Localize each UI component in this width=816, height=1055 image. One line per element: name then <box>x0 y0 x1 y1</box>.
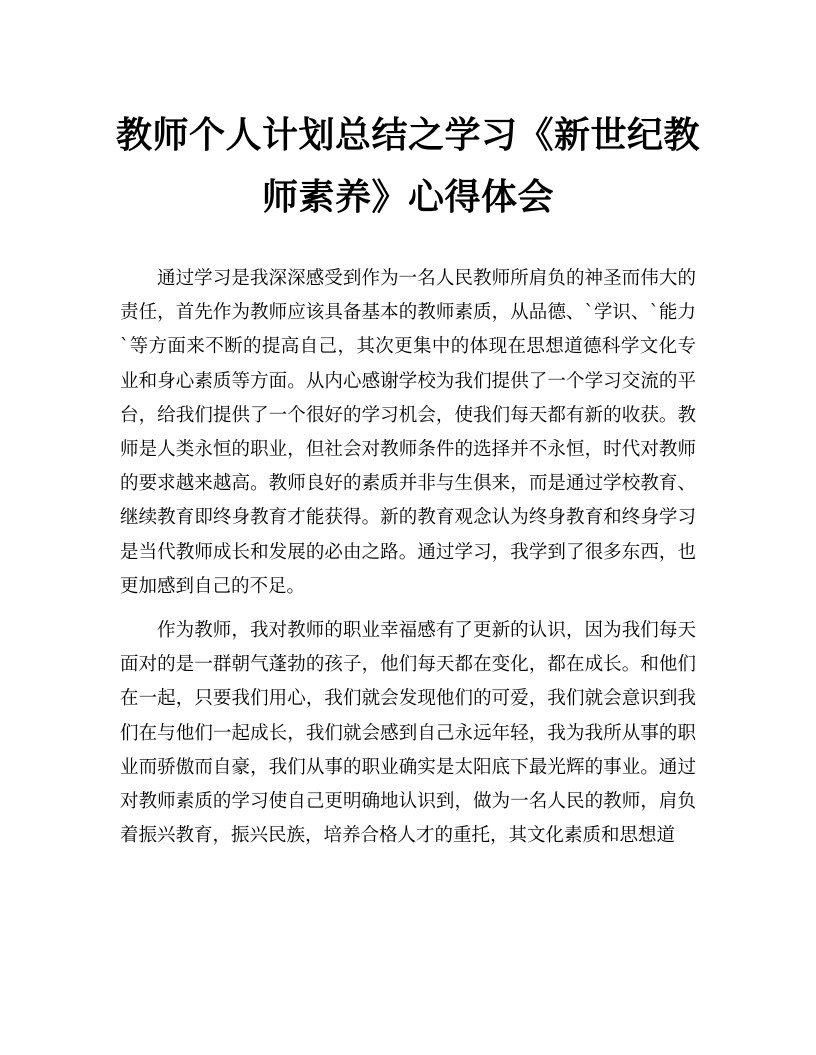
paragraph-2: 作为教师，我对教师的职业幸福感有了更新的认识，因为我们每天面对的是一群朝气蓬勃的孩子，他们每天都在变化，都在成长。和他们在一起，只要我们用心，我们就会发现他们的可爱，我们就会意识到我们在与他们一起成长，我们就会感到自己永远年轻，我为我所从事的职业而骄傲而自豪，我们从事的职业确实是太阳底下最光辉的事业。通过对教师素质的学习使自己更明确地认识到，做为一名人民的教师，肩负着振兴教育，振兴民族，培养合格人才的重托，其文化素质和思想道 <box>120 620 696 847</box>
document-body <box>120 262 696 853</box>
paragraph-1: 通过学习是我深深感受到作为一名人民教师所肩负的神圣而伟大的责任，首先作为教师应该具备基本的教师素质，从品德、`学识、`能力`等方面来不断的提高自己，其次更集中的体现在思想道德科学文化专业和身心素质等方面。从内心感谢学校为我们提供了一个学习交流的平台，给我们提供了一个很好的学习机会，使我们每天都有新的收获。教师是人类永恒的职业，但社会对教师条件的选择并不永恒，时代对教师的要求越来越高。教师良好的素质并非与生俱来，而是通过学校教育、继续教育即终身教育才能获得。新的教育观念认为终身教育和终身学习是当代教师成长和发展的必由之路。通过学习，我学到了很多东西，也更加感到自己的不足。 <box>120 268 696 597</box>
document-title: 教师个人计划总结之学习《新世纪教师素养》心得体会 <box>115 114 700 218</box>
